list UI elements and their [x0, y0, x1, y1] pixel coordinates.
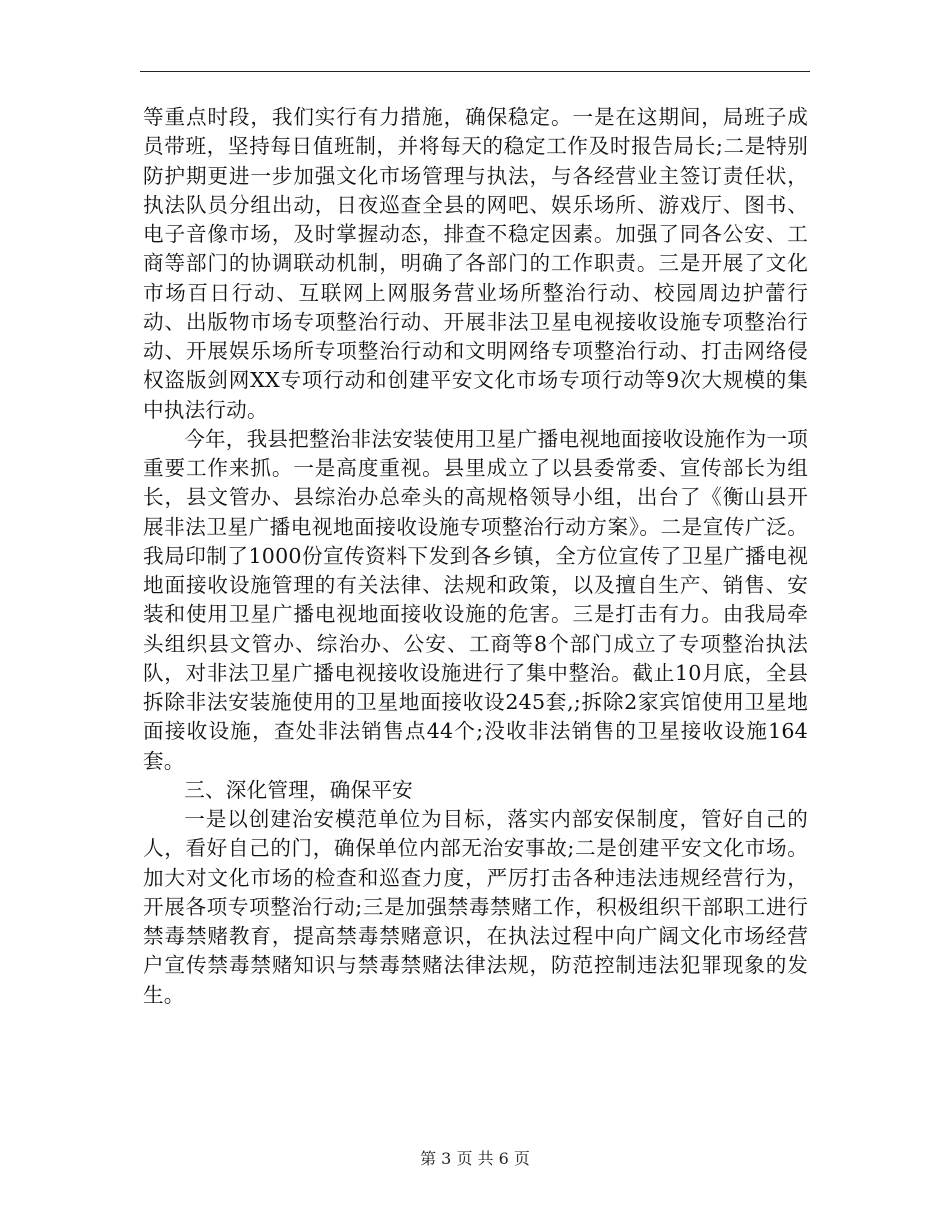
document-body [143, 103, 808, 1010]
page-footer [0, 1149, 950, 1169]
paragraph-3: 一是以创建治安模范单位为目标，落实内部安保制度，管好自己的人，看好自己的门，确保单位内部无治安事故;二是创建平安文化市场。加大对文化市场的检查和巡查力度，严厉打击各种违法违规经营行为，开展各项专项整治行动;三是加强禁毒禁赌工作，积极组织干部职工进行禁毒禁赌教育，提高禁毒禁赌意识，在执法过程中向广阔文化市场经营户宣传禁毒禁赌知识与禁毒禁赌法律法规，防范控制违法犯罪现象的发生。 [143, 807, 808, 1007]
page-number: 第 3 页 共 6 页 [420, 1149, 530, 1168]
paragraph-1: 等重点时段，我们实行有力措施，确保稳定。一是在这期间，局班子成员带班，坚持每日值班制，并将每天的稳定工作及时报告局长;二是特别防护期更进一步加强文化市场管理与执法，与各经营业主签订责任状，执法队员分组出动，日夜巡查全县的网吧、娱乐场所、游戏厅、图书、电子音像市场，及时掌握动态，排查不稳定因素。加强了同各公安、工商等部门的协调联动机制，明确了各部门的工作职责。三是开展了文化市场百日行动、互联网上网服务营业场所整治行动、校园周边护蕾行动、出版物市场专项整治行动、开展非法卫星电视接收设施专项整治行动、开展娱乐场所专项整治行动和文明网络专项整治行动、打击网络侵权盗版剑网XX专项行动和创建平安文化市场专项行动等9次大规模的集中执法行动。 [143, 105, 808, 422]
header-rule [140, 71, 810, 72]
paragraph-2: 今年，我县把整治非法安装使用卫星广播电视地面接收设施作为一项重要工作来抓。一是高度重视。县里成立了以县委常委、宣传部长为组长，县文管办、县综治办总牵头的高规格领导小组，出台了《衡山县开展非法卫星广播电视地面接收设施专项整治行动方案》。二是宣传广泛。我局印制了1000份宣传资料下发到各乡镇，全方位宣传了卫星广播电视地面接收设施管理的有关法律、法规和政策，以及擅自生产、销售、安装和使用卫星广播电视地面接收设施的危害。三是打击有力。由我局牵头组织县文管办、综治办、公安、工商等8个部门成立了专项整治执法队，对非法卫星广播电视接收设施进行了集中整治。截止10月底，全县拆除非法安装施使用的卫星地面接收设245套,;拆除2家宾馆使用卫星地面接收设施，查处非法销售点44个;没收非法销售的卫星接收设施164套。 [143, 426, 808, 773]
section-heading: 三、深化管理，确保平安 [184, 777, 413, 802]
